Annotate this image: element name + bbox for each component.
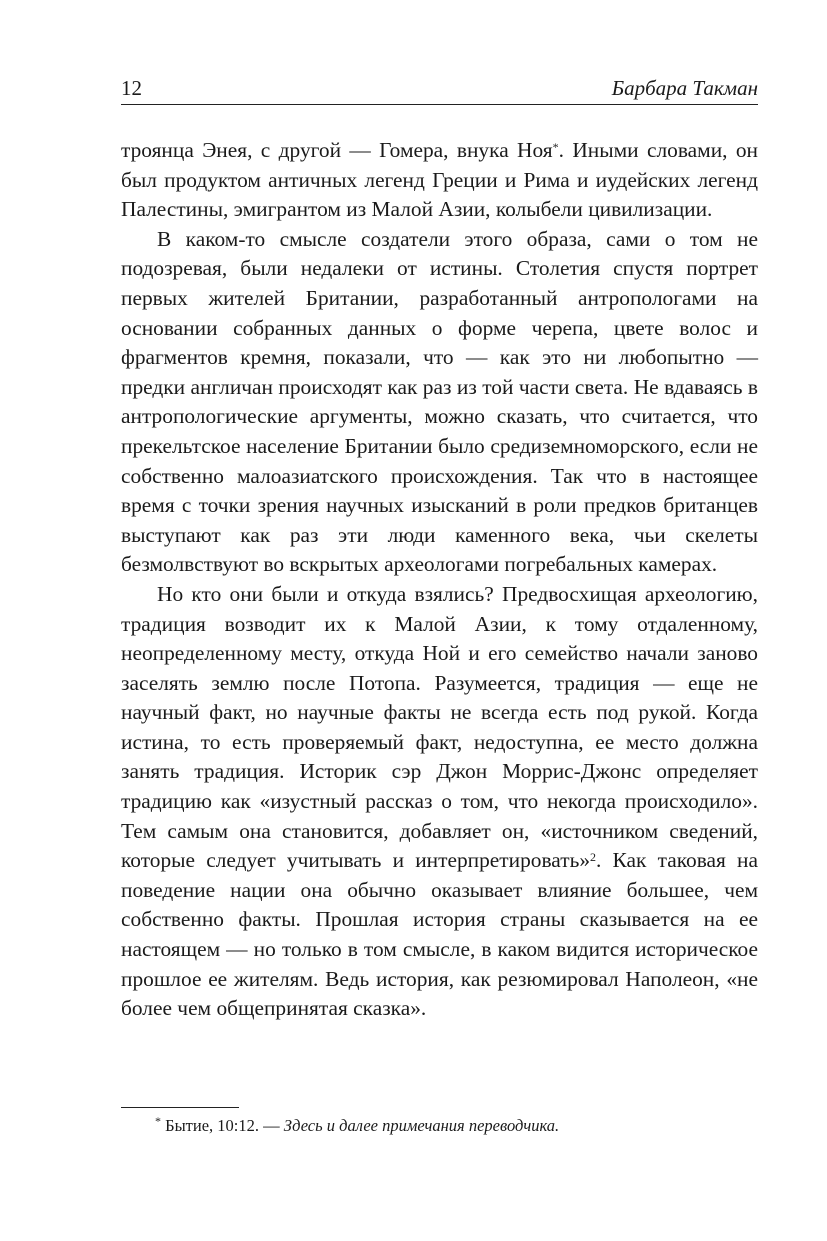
running-head-author: Барбара Такман bbox=[611, 76, 758, 100]
paragraph-3-text-a: Но кто они были и откуда взялись? Предвосхищая археологию, традиция возводит их к Малой Азии, к тому отдаленному, неопределенному месту, откуда Ной и его семейство начали заново заселять землю после Потопа. Разумеется, традиция — еще не научный факт, но научные факты не всегда есть под рукой. Когда истина, то есть проверяемый факт, недоступна, ее место должна занять традиция. Историк сэр Джон Моррис-Джонс определяет традицию как «изустный рассказ о том, что некогда происходило». Тем самым она становится, добавляет он, «источником сведений, которые следует учитывать и интерпретировать» bbox=[121, 581, 758, 873]
paragraph-3 bbox=[121, 580, 758, 1024]
footnote-divider bbox=[121, 1107, 239, 1108]
footnote-mark: * bbox=[155, 1114, 161, 1128]
footnote-gloss: Здесь и далее примечания переводчика. bbox=[283, 1116, 560, 1135]
footnote-marker: * bbox=[552, 140, 559, 154]
paragraph-1-text-a: троянца Энея, с другой — Гомера, внука Ноя bbox=[121, 138, 553, 162]
endnote-marker: 2 bbox=[590, 850, 597, 865]
body-text bbox=[121, 136, 758, 1024]
footnote-reference: Бытие, 10:12. — bbox=[161, 1116, 284, 1135]
paragraph-2: В каком-то смысле создатели этого образа, сами о том не подозревая, были недалеки от истины. Столетия спустя портрет первых жителей Британии, разработанный антропологами на основании собранных данных о форме черепа, цвете волос и фрагментов кремня, показали, что — как это ни любопытно — предки англичан происходят как раз из той части света. Не вдаваясь в антропологические аргументы, можно сказать, что считается, что прекельтское население Британии было средиземноморского, если не собственно малоазиатского происхождения. Так что в настоящее время с точки зрения научных изысканий в роли предков британцев выступают как раз эти люди каменного века, чьи скелеты безмолвствуют во вскрытых археологами погребальных камерах. bbox=[121, 226, 758, 577]
paragraph-1-text-b: . Иными словами, он был продуктом античных легенд Греции и Рима и иудейских легенд Палестины, эмигрантом из Малой Азии, колыбели цивилизации. bbox=[121, 138, 758, 222]
paragraph-3-text-b: . Как таковая на поведение нации она обычно оказывает влияние большее, чем собственно факты. Прошлая история страны сказывается на ее настоящем — но только в том смысле, в каком видится историческое прошлое ее жителям. Ведь история, как резюмировал Наполеон, «не более чем общепринятая сказка». bbox=[121, 848, 758, 1021]
page-number: 12 bbox=[121, 76, 142, 100]
paragraph-1 bbox=[121, 136, 758, 225]
footnote bbox=[155, 1115, 755, 1137]
running-header bbox=[121, 74, 758, 105]
